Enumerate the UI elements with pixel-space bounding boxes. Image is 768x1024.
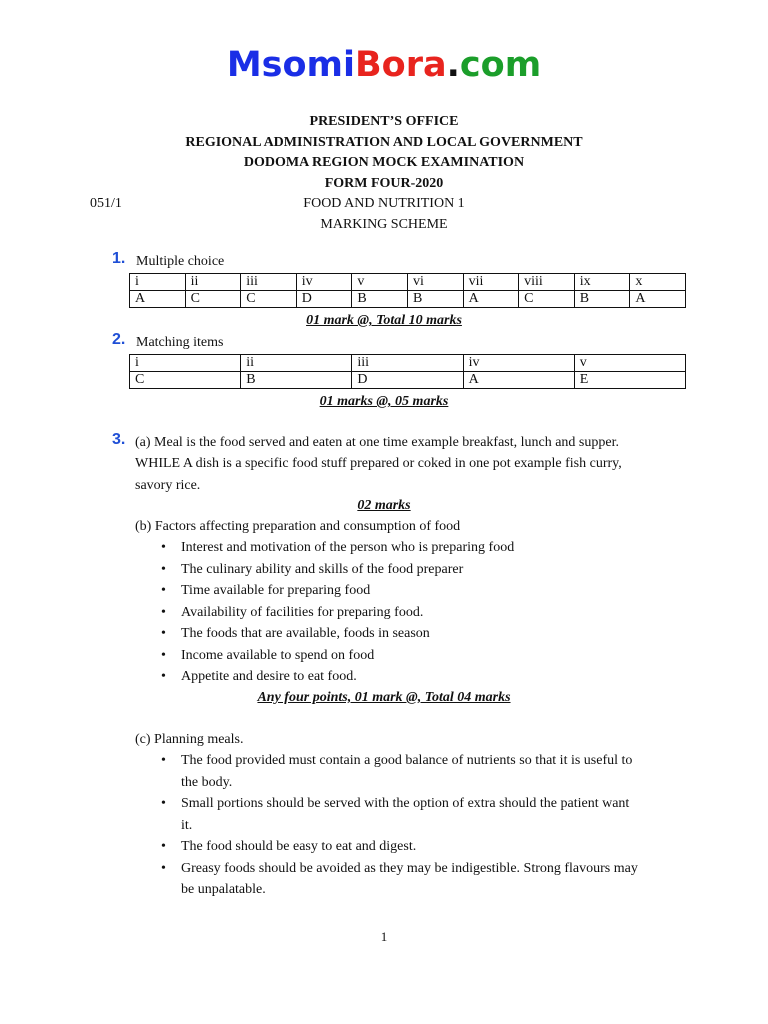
list-item-text: Greasy foods should be avoided as they may be indigestible. Strong flavours may bbox=[181, 860, 638, 876]
site-logo bbox=[0, 40, 768, 90]
table-cell: C bbox=[519, 291, 575, 308]
question-3a-line-1: (a) Meal is the food served and eaten at one time example breakfast, lunch and supper. bbox=[135, 435, 619, 450]
question-3a-marks: 02 marks bbox=[357, 498, 411, 513]
list-item-text: The food should be easy to eat and digest. bbox=[181, 839, 417, 854]
table-cell: v bbox=[352, 274, 408, 291]
header-administration: REGIONAL ADMINISTRATION AND LOCAL GOVERNMENT bbox=[185, 135, 583, 150]
table-cell: C bbox=[241, 291, 297, 308]
bullet-icon: • bbox=[161, 839, 166, 854]
list-item-text: The food provided must contain a good balance of nutrients so that it is useful to bbox=[181, 753, 633, 768]
question-3c-title: (c) Planning meals. bbox=[135, 732, 244, 747]
table-cell: vii bbox=[463, 274, 519, 291]
question-1-marks: 01 mark @, Total 10 marks bbox=[306, 313, 462, 328]
question-2-title: Matching items bbox=[136, 335, 224, 350]
table-cell: ii bbox=[241, 355, 352, 372]
question-1-title: Multiple choice bbox=[136, 254, 225, 269]
table-cell: iv bbox=[463, 355, 574, 372]
table-cell: C bbox=[130, 372, 241, 389]
subject-title: FOOD AND NUTRITION 1 bbox=[303, 196, 465, 211]
paper-code: 051/1 bbox=[90, 196, 122, 211]
list-item bbox=[135, 537, 695, 559]
question-3a-line-2: WHILE A dish is a specific food stuff prepared or coked in one pot example fish curry, bbox=[135, 456, 622, 471]
bullet-icon: • bbox=[161, 669, 166, 684]
list-item bbox=[135, 580, 695, 602]
table-cell: D bbox=[296, 291, 352, 308]
header-office: PRESIDENT’S OFFICE bbox=[309, 114, 459, 129]
logo-part-bora: Bora bbox=[355, 45, 447, 85]
list-item bbox=[135, 666, 695, 688]
bullet-icon: • bbox=[161, 604, 166, 620]
table-cell: iv bbox=[296, 274, 352, 291]
table-cell: ii bbox=[185, 274, 241, 291]
list-item bbox=[135, 602, 695, 624]
list-item-text: The foods that are available, foods in season bbox=[181, 626, 430, 641]
question-3c-list bbox=[135, 750, 695, 901]
table-header-row bbox=[130, 274, 686, 291]
question-2-number: 2. bbox=[112, 331, 126, 348]
bullet-icon: • bbox=[161, 583, 166, 598]
table-cell: E bbox=[574, 372, 685, 389]
bullet-icon: • bbox=[161, 796, 166, 811]
table-cell: vi bbox=[407, 274, 463, 291]
list-item-text: Interest and motivation of the person who is preparing food bbox=[181, 540, 515, 555]
table-answer-row bbox=[130, 372, 686, 389]
table-cell: D bbox=[352, 372, 463, 389]
question-3-number: 3. bbox=[112, 431, 126, 448]
list-item-text: The culinary ability and skills of the food preparer bbox=[181, 561, 464, 577]
bullet-icon: • bbox=[161, 561, 166, 577]
table-cell: iii bbox=[352, 355, 463, 372]
table-cell: B bbox=[574, 291, 630, 308]
table-cell: A bbox=[463, 372, 574, 389]
table-cell: B bbox=[352, 291, 408, 308]
logo-part-msomi: Msomi bbox=[226, 45, 355, 85]
table-answer-row bbox=[130, 291, 686, 308]
list-item-text-cont: be unpalatable. bbox=[181, 882, 266, 897]
table-cell: A bbox=[630, 291, 686, 308]
question-1-answer-table bbox=[129, 273, 686, 308]
bullet-icon: • bbox=[161, 626, 166, 641]
bullet-icon: • bbox=[161, 753, 166, 768]
question-2-marks: 01 marks @, 05 marks bbox=[319, 394, 449, 409]
list-item-text-cont: it. bbox=[181, 817, 193, 833]
header-form: FORM FOUR-2020 bbox=[324, 176, 444, 191]
bullet-icon: • bbox=[161, 647, 166, 663]
table-cell: iii bbox=[241, 274, 297, 291]
table-header-row bbox=[130, 355, 686, 372]
page-number: 1 bbox=[380, 929, 388, 944]
table-cell: ix bbox=[574, 274, 630, 291]
marking-scheme-title: MARKING SCHEME bbox=[320, 217, 448, 232]
question-3b-list bbox=[135, 537, 695, 688]
table-cell: i bbox=[130, 274, 186, 291]
table-cell: x bbox=[630, 274, 686, 291]
list-item bbox=[135, 858, 695, 901]
list-item bbox=[135, 750, 695, 793]
logo-part-com: com bbox=[459, 45, 542, 85]
logo-part-dot: . bbox=[446, 45, 460, 85]
list-item-text: Appetite and desire to eat food. bbox=[181, 669, 357, 684]
table-cell: C bbox=[185, 291, 241, 308]
table-cell: i bbox=[130, 355, 241, 372]
bullet-icon: • bbox=[161, 540, 166, 555]
table-cell: viii bbox=[519, 274, 575, 291]
list-item bbox=[135, 559, 695, 581]
question-3b-title: (b) Factors affecting preparation and consumption of food bbox=[135, 519, 461, 534]
table-cell: A bbox=[463, 291, 519, 308]
header-exam-name: DODOMA REGION MOCK EXAMINATION bbox=[243, 155, 525, 170]
question-3a-line-3: savory rice. bbox=[135, 478, 201, 493]
list-item bbox=[135, 645, 695, 667]
table-cell: v bbox=[574, 355, 685, 372]
list-item-text: Availability of facilities for preparing food. bbox=[181, 604, 424, 620]
list-item-text-cont: the body. bbox=[181, 774, 233, 790]
list-item bbox=[135, 623, 695, 645]
bullet-icon: • bbox=[161, 860, 166, 876]
table-cell: B bbox=[241, 372, 352, 389]
table-cell: A bbox=[130, 291, 186, 308]
list-item-text: Time available for preparing food bbox=[181, 583, 371, 598]
table-cell: B bbox=[407, 291, 463, 308]
list-item bbox=[135, 793, 695, 836]
question-1-number: 1. bbox=[112, 250, 126, 267]
list-item-text: Small portions should be served with the option of extra should the patient want bbox=[181, 796, 630, 811]
question-2-answer-table bbox=[129, 354, 686, 389]
list-item-text: Income available to spend on food bbox=[181, 647, 375, 663]
list-item bbox=[135, 836, 695, 858]
question-3b-marks: Any four points, 01 mark @, Total 04 marks bbox=[257, 690, 511, 705]
